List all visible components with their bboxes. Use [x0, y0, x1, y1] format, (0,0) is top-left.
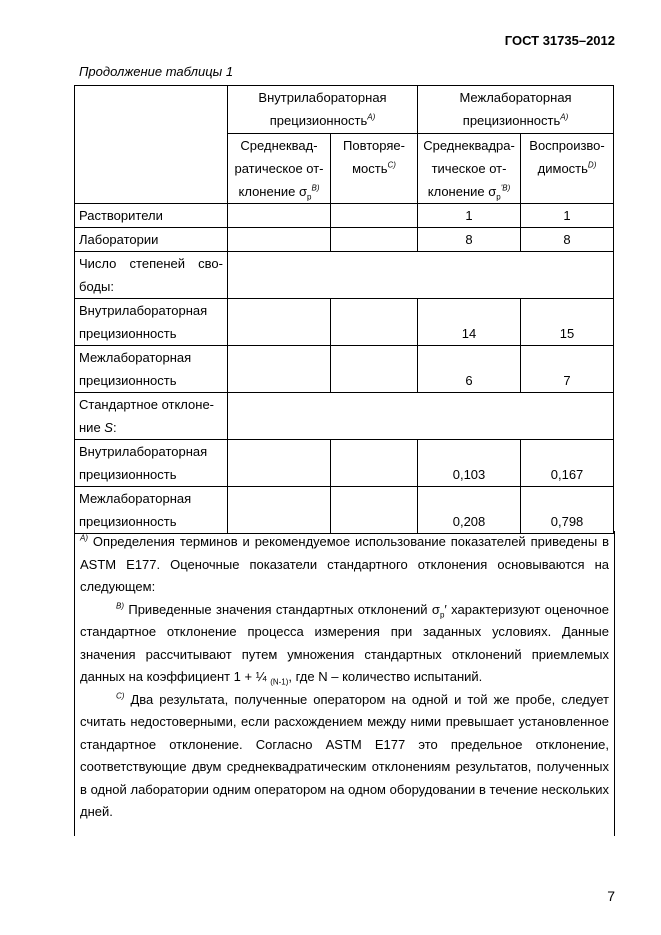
- footnote-a: $^{A)}$ Определения терминов и рекомендуемое использование показателей приведены в ASTM E177. Оценочные показатели стандартного отклонения основываются на следующем:: [80, 533, 609, 594]
- subheader-within-std-dev: Среднеквад- ратическое от- клонение $\sigma_р^{B)}$: [228, 134, 331, 204]
- table-cell: [331, 440, 418, 487]
- document-standard-code: ГОСТ 31735–2012: [504, 33, 615, 48]
- table-caption: Продолжение таблицы 1: [79, 64, 234, 79]
- table-cell: [228, 228, 331, 252]
- table-cell: 6: [418, 346, 521, 393]
- table-row: [75, 440, 614, 487]
- table-row: [75, 487, 614, 534]
- table-cell: [228, 440, 331, 487]
- footnote-b: $^{B)}$ Приведенные значения стандартных отклонений $\sigma_р'$ характеризуют оценочное стандартное отклонение процесса измерения при заданных условиях. Данные значения рассчитывают путем умножения стандартных отклонений приемлемых данных на коэффициент 1 + ¼ $_{(N-1)}$, где N – количество испытаний.: [80, 601, 609, 687]
- section-empty-cell: [228, 393, 614, 440]
- table-cell: 7: [521, 346, 614, 393]
- footnote-c: $^{C)}$ Два результата, полученные оператором на одной и той же пробе, следует считать недостоверными, если расхождением между ними превышает установленное стандартное отклонение. Согласно ASTM E177 это предельное отклонение, соответствующие двум среднеквадратическим отклонениям результатов, полученных в одной лаборатории одним оператором на одном оборудовании в течение нескольких дней.: [80, 691, 609, 819]
- subheader-between-std-dev: Среднеквадра- тическое от- клонение $\sigma_р^{'B)}$: [418, 134, 521, 204]
- section-label-dof: Число степеней сво- боды:: [75, 252, 228, 299]
- table-cell: [331, 346, 418, 393]
- table-row: [75, 204, 614, 228]
- table-row: [75, 228, 614, 252]
- row-label: Межлабораторная прецизионность: [75, 487, 228, 534]
- row-label: Межлабораторная прецизионность: [75, 346, 228, 393]
- table-cell: [228, 299, 331, 346]
- subheader-reproducibility: Воспроизво- димость$^{D)}$: [521, 134, 614, 204]
- page-number: 7: [607, 888, 615, 904]
- table-row: [75, 299, 614, 346]
- table-cell: 0,798: [521, 487, 614, 534]
- table-row: [75, 346, 614, 393]
- table-footnotes: [74, 531, 615, 836]
- table-header-row: [75, 86, 614, 134]
- header-within-lab: Внутрилабораторная прецизионность$^{A)}$: [228, 86, 418, 134]
- table-cell: [331, 228, 418, 252]
- table-section-row: [75, 393, 614, 440]
- table-cell: 14: [418, 299, 521, 346]
- table-cell: 1: [521, 204, 614, 228]
- table-cell: [331, 487, 418, 534]
- subheader-repeatability: Повторяе- мость$^{C)}$: [331, 134, 418, 204]
- table-cell: 1: [418, 204, 521, 228]
- header-blank-cell: [75, 86, 228, 204]
- table-cell: 0,208: [418, 487, 521, 534]
- row-label: Внутрилабораторная прецизионность: [75, 299, 228, 346]
- section-label-std-dev: Стандартное отклоне- ние S:: [75, 393, 228, 440]
- data-table: [74, 85, 614, 534]
- table-cell: [228, 487, 331, 534]
- table-cell: 15: [521, 299, 614, 346]
- table-cell: [331, 204, 418, 228]
- header-between-lab: Межлабораторная прецизионность$^{A)}$: [418, 86, 614, 134]
- table-section-row: [75, 252, 614, 299]
- table-cell: 0,103: [418, 440, 521, 487]
- table-cell: 8: [521, 228, 614, 252]
- section-empty-cell: [228, 252, 614, 299]
- table-cell: [331, 299, 418, 346]
- row-label: Внутрилабораторная прецизионность: [75, 440, 228, 487]
- table-cell: 0,167: [521, 440, 614, 487]
- table-cell: 8: [418, 228, 521, 252]
- table-cell: [228, 204, 331, 228]
- row-label: Лаборатории: [75, 228, 228, 252]
- row-label: Растворители: [75, 204, 228, 228]
- table-cell: [228, 346, 331, 393]
